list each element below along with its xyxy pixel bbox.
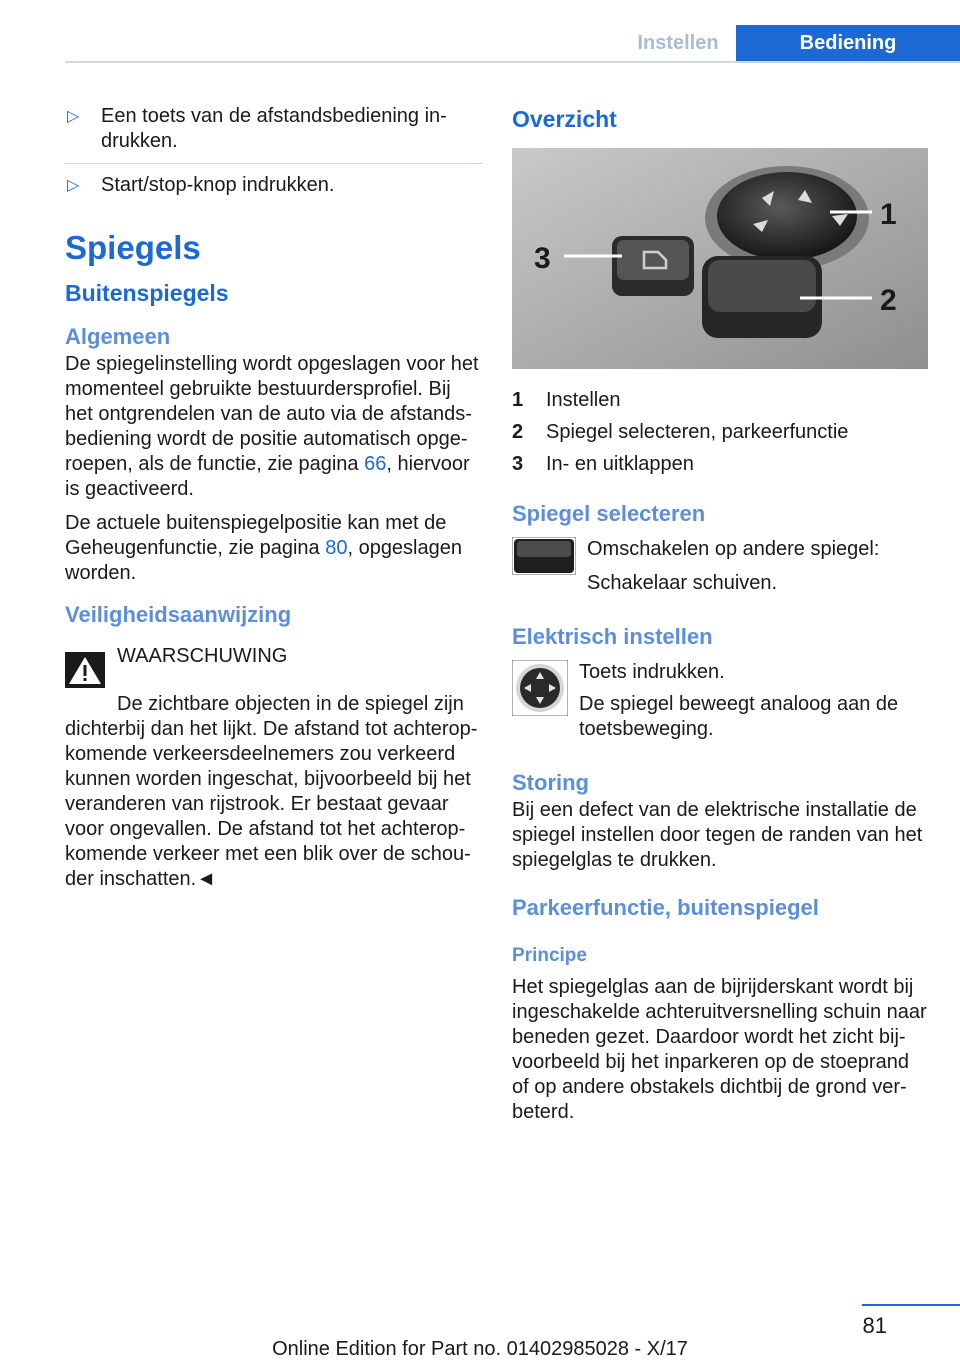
warning-icon xyxy=(65,652,105,688)
electric-line-1: Toets indrukken. xyxy=(579,661,725,683)
legend-number: 2 xyxy=(512,421,524,443)
legend-text: In- en uitklappen xyxy=(546,453,694,475)
warning-text: De zichtbare objecten in de spiegel zijn dichterbij dan het lijkt. De afstand tot achterop-komende verkeersdeelnemers zou verkeerd kunnen worden ingeschat, bijvoorbeeld bij het veranderen van rijstrook. Er bestaat gevaar voor ongevallen. De afstand tot het achterop-komende verkeer met een blik over de schou-der inschatten.◄ xyxy=(65,693,478,890)
tab-instellen[interactable]: Instellen xyxy=(637,32,719,54)
legend-number: 3 xyxy=(512,453,524,475)
text-span: , hiervoor is geactiveerd. xyxy=(65,453,470,500)
overview-heading: Overzicht xyxy=(512,106,617,132)
select-heading: Spiegel selecteren xyxy=(512,501,706,526)
electric-text xyxy=(579,660,930,742)
text-span: De actuele buitenspiegelpositie kan met de Geheugenfunctie, zie pagina xyxy=(65,512,447,559)
photo-label-3: 3 xyxy=(534,242,551,275)
principle-text: Het spiegelglas aan de bijrijderskant wordt bij ingeschakelde achteruitversnelling schuin naar beneden gezet. Daardoor wordt het zicht bij-voorbeeld bij het inparkeren op de stoeprand of op andere obstakels dichtbij de grond ver-beterd. xyxy=(512,976,927,1123)
right-column xyxy=(512,104,930,1134)
warning-title: WAARSCHUWING xyxy=(117,645,288,667)
bullet-triangle-icon: ▷ xyxy=(67,177,80,194)
text-span: , opgeslagen worden. xyxy=(65,537,462,584)
photo-label-1: 1 xyxy=(880,198,897,231)
left-column xyxy=(65,104,483,901)
tab-bediening[interactable]: Bediening xyxy=(736,25,960,61)
general-paragraph-2 xyxy=(65,511,483,586)
legend-text: Spiegel selecteren, parkeerfunctie xyxy=(546,421,849,443)
legend-list xyxy=(512,388,930,477)
page-link-66[interactable]: 66 xyxy=(364,453,387,475)
bullet-triangle-icon: ▷ xyxy=(67,108,80,125)
list-item-text: Start/stop-knop indrukken. xyxy=(101,174,335,196)
select-line-1: Omschakelen op andere spiegel: xyxy=(587,538,880,560)
mirror-adjust-button-icon xyxy=(512,660,568,716)
legend-number: 1 xyxy=(512,389,524,411)
list-item-text: Een toets van de afstandsbediening in-drukken. xyxy=(101,105,447,152)
select-instruction xyxy=(512,537,930,596)
page-number: 81 xyxy=(862,1313,887,1338)
edition-footer: Online Edition for Part no. 01402985028 - X/17 xyxy=(272,1338,688,1360)
electric-heading: Elektrisch instellen xyxy=(512,624,713,649)
legend-item xyxy=(512,452,930,477)
principle-heading: Principe xyxy=(512,945,587,966)
park-heading: Parkeerfunctie, buitenspiegel xyxy=(512,895,819,920)
list-item xyxy=(65,173,483,198)
divider xyxy=(65,163,483,164)
safety-heading: Veiligheidsaanwijzing xyxy=(65,602,292,627)
list-item xyxy=(65,104,483,154)
warning-block xyxy=(65,642,483,688)
photo-label-2: 2 xyxy=(880,284,897,317)
select-text xyxy=(587,537,879,596)
general-heading: Algemeen xyxy=(65,324,171,349)
electric-instruction xyxy=(512,660,930,742)
mirror-control-photo xyxy=(512,148,928,369)
general-paragraph-1 xyxy=(65,352,483,502)
legend-text: Instellen xyxy=(546,389,621,411)
legend-item xyxy=(512,388,930,413)
fault-heading: Storing xyxy=(512,770,589,795)
text-span: De spiegelinstelling wordt opgeslagen voor het momenteel gebruikte bestuurdersprofiel. Bij het ontgrendelen van de auto via de afstands-bediening wordt de positie automatisch opge-roepen, als de functie, zie pagina xyxy=(65,353,479,475)
section-subtitle: Buitenspiegels xyxy=(65,280,229,306)
select-line-2: Schakelaar schuiven. xyxy=(587,572,778,594)
page-link-80[interactable]: 80 xyxy=(325,537,348,559)
section-title: Spiegels xyxy=(65,229,201,266)
mirror-select-switch-icon xyxy=(512,537,576,575)
fault-text: Bij een defect van de elektrische installatie de spiegel instellen door tegen de randen van het spiegelglas te drukken. xyxy=(512,799,923,871)
footer-rule xyxy=(862,1304,960,1306)
electric-line-2: De spiegel beweegt analoog aan de toetsbeweging. xyxy=(579,693,899,740)
legend-item xyxy=(512,420,930,445)
header-rule xyxy=(65,61,960,63)
